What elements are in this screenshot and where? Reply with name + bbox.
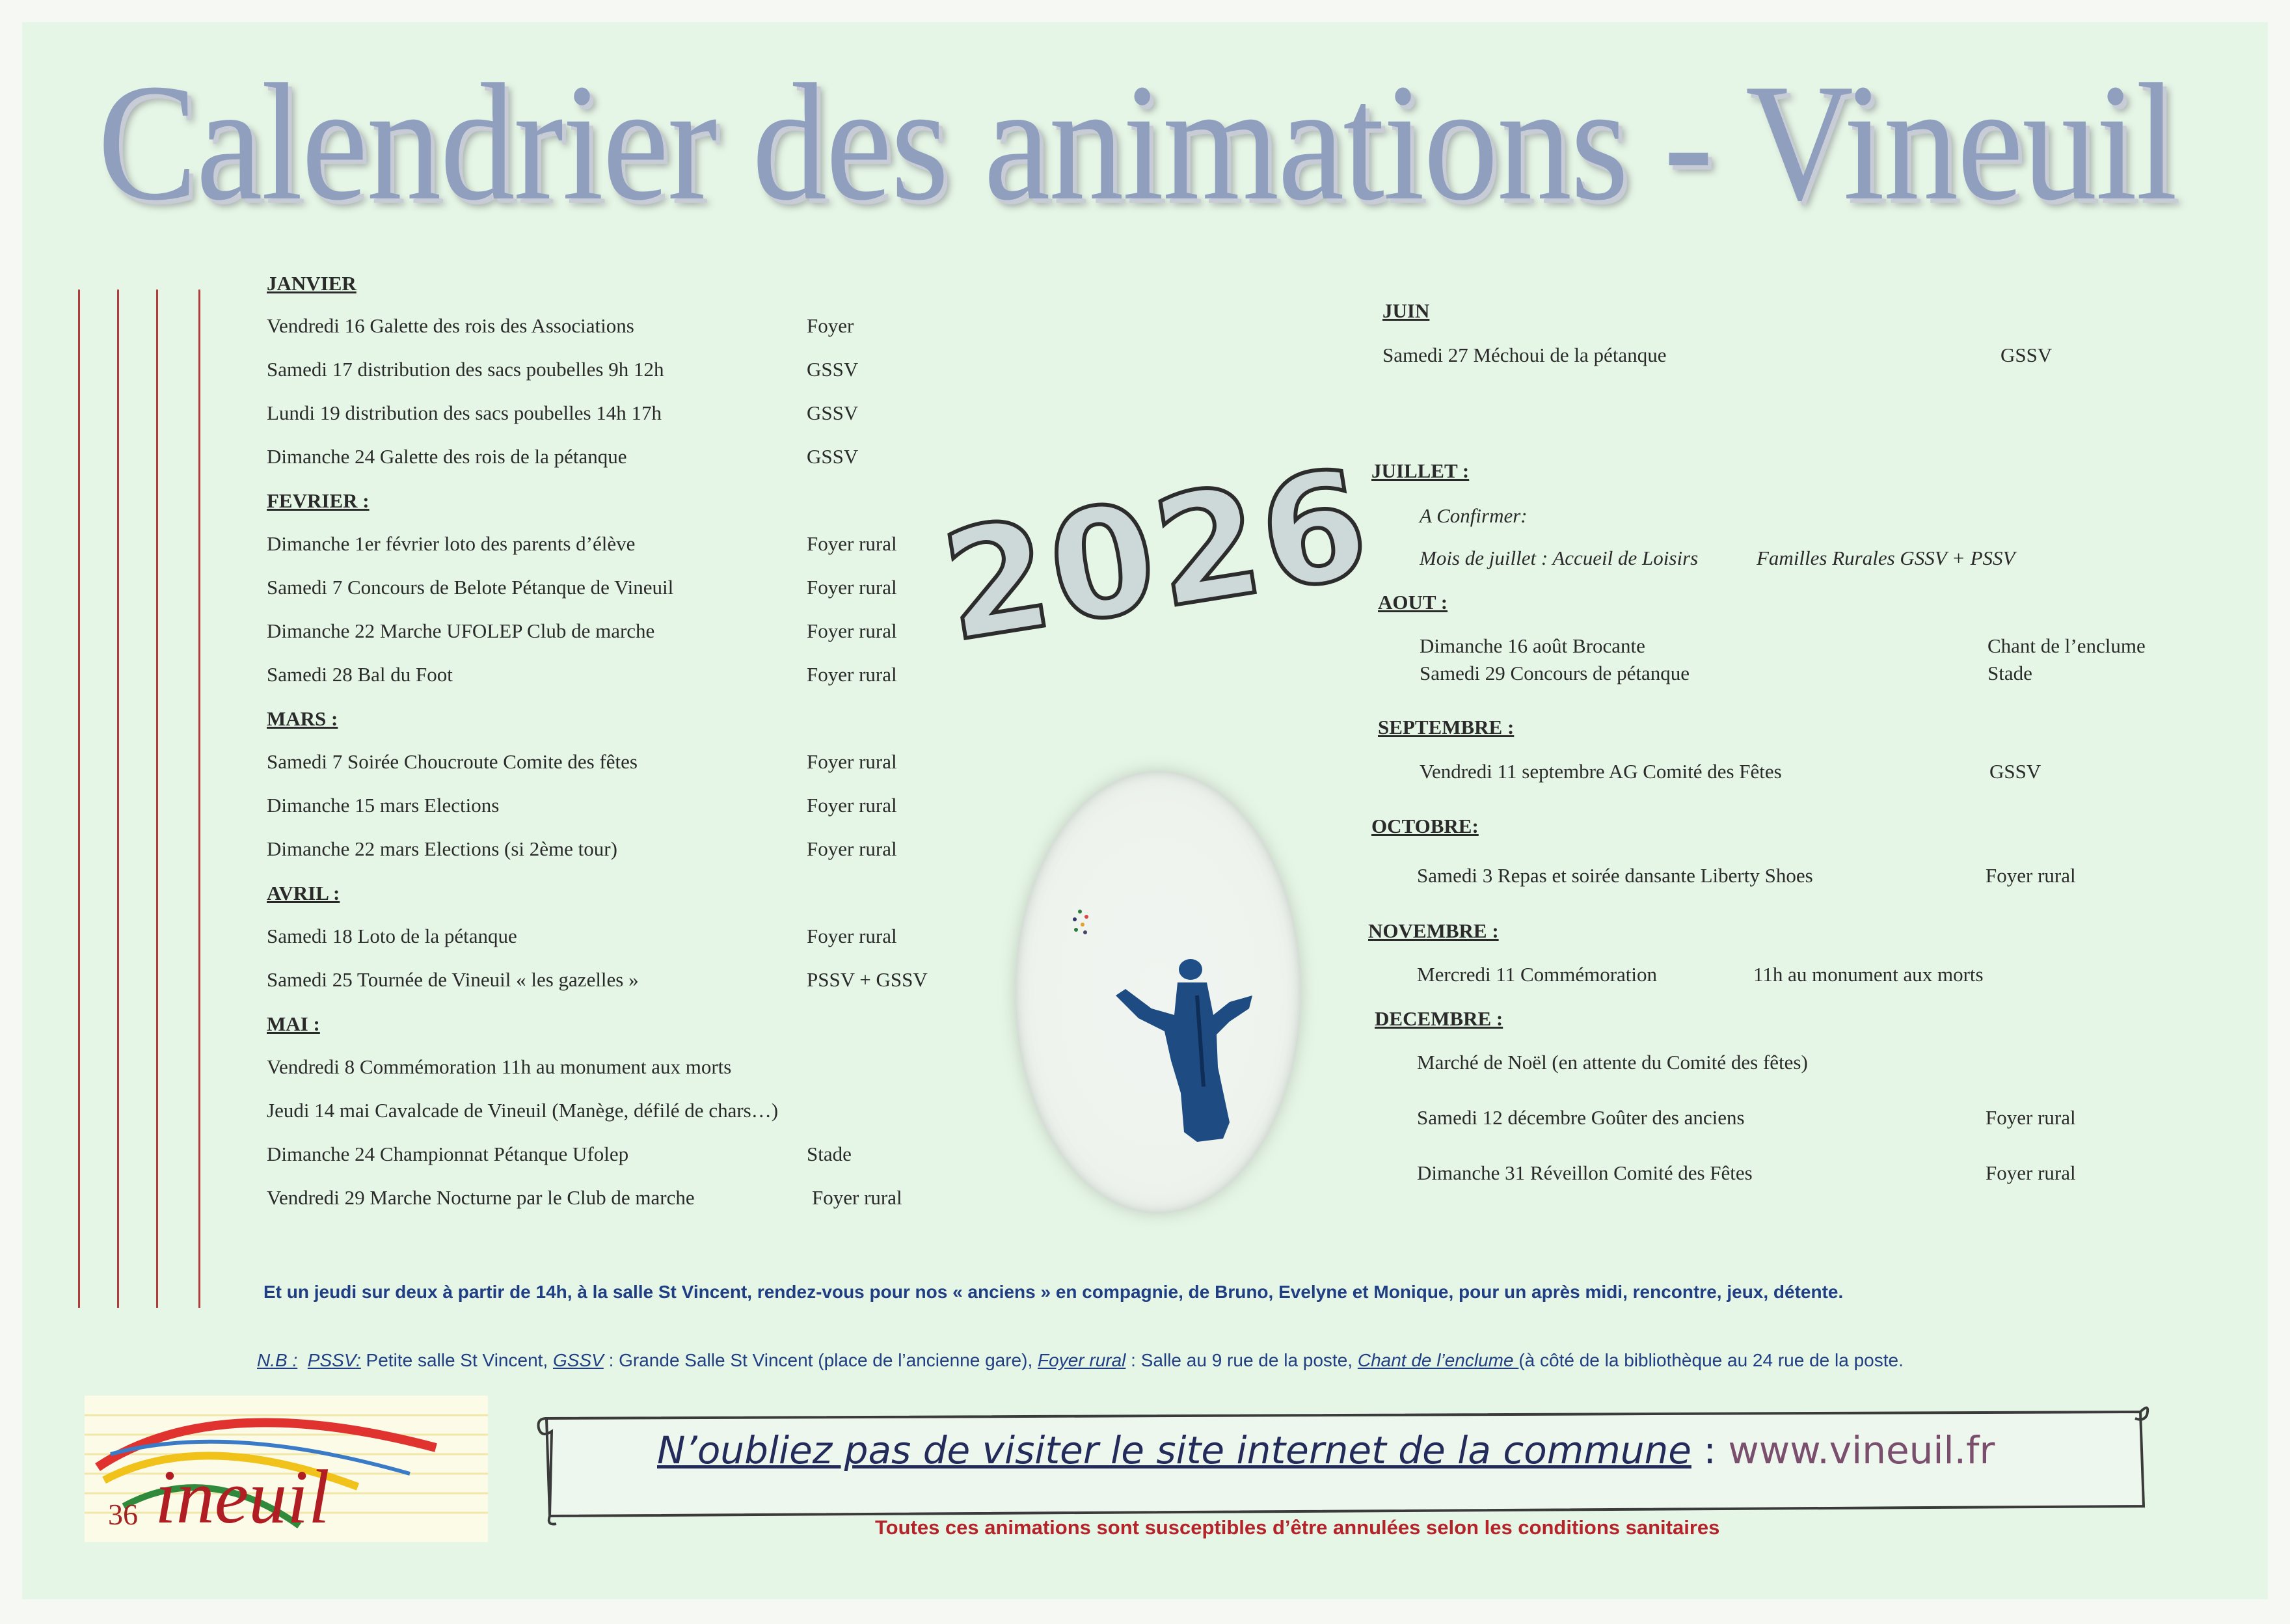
month-heading-mai: MAI : xyxy=(267,1012,320,1035)
month-heading-novembre: NOVEMBRE : xyxy=(1368,919,1499,942)
nb-chant-key: Chant de l’enclume xyxy=(1357,1350,1519,1370)
page-title: Calendrier des animations - Vineuil xyxy=(98,49,2177,236)
event-text: Samedi 3 Repas et soirée dansante Liberty Shoes xyxy=(1417,864,1813,887)
event-place: Foyer rural xyxy=(807,576,897,599)
month-heading-fevrier: FEVRIER : xyxy=(267,489,370,512)
event-text: Dimanche 22 Marche UFOLEP Club de marche xyxy=(267,619,655,642)
event-place: Foyer rural xyxy=(807,619,897,642)
event-place: Foyer rural xyxy=(1986,1161,2076,1184)
event-text: Dimanche 1er février loto des parents d’élève xyxy=(267,532,636,555)
margin-lines xyxy=(78,290,208,1308)
website-sep: : xyxy=(1691,1428,1729,1472)
event-text: Samedi 7 Concours de Belote Pétanque de Vineuil xyxy=(267,576,674,599)
website-line xyxy=(657,1428,1995,1472)
event-text: Vendredi 8 Commémoration 11h au monument aux morts xyxy=(267,1055,732,1078)
logo-number: 36 xyxy=(108,1498,138,1531)
sanitary-warning: Toutes ces animations sont susceptibles d’être annulées selon les conditions sanitaires xyxy=(875,1516,1720,1539)
event-place: Foyer xyxy=(807,314,854,337)
nb-gssv-value: : Grande Salle St Vincent (place de l’ancienne gare), xyxy=(603,1350,1038,1370)
event-text: Dimanche 15 mars Elections xyxy=(267,794,500,817)
event-text: Samedi 27 Méchoui de la pétanque xyxy=(1382,344,1667,366)
nb-label: N.B : xyxy=(257,1350,298,1370)
event-text: Mercredi 11 Commémoration xyxy=(1417,963,1658,986)
nb-legend xyxy=(257,1350,1904,1371)
event-place: Foyer rural xyxy=(807,750,897,773)
event-place: PSSV + GSSV xyxy=(807,968,928,991)
event-place: Stade xyxy=(807,1143,852,1165)
event-text: Samedi 7 Soirée Choucroute Comite des fêtes xyxy=(267,750,638,773)
event-text: Dimanche 22 mars Elections (si 2ème tour) xyxy=(267,837,617,860)
event-place: Foyer rural xyxy=(807,925,897,947)
year-2026: 2026 xyxy=(932,437,1381,675)
event-text: Marché de Noël (en attente du Comité des fêtes) xyxy=(1417,1051,1808,1074)
event-text: Mois de juillet : Accueil de Loisirs xyxy=(1420,547,1699,569)
event-place: Foyer rural xyxy=(1986,864,2076,887)
seniors-note: Et un jeudi sur deux à partir de 14h, à la salle St Vincent, rendez-vous pour nos « anciens » en compagnie, de Bruno, Evelyne et Monique, pour un après midi, rencontre, jeux, détente. xyxy=(263,1282,1844,1302)
website-lead: N’oubliez pas de visiter le site internet de la commune xyxy=(657,1428,1691,1472)
event-place: GSSV xyxy=(807,445,859,468)
month-heading-juin: JUIN xyxy=(1382,299,1430,322)
confetti-dots-icon xyxy=(1067,908,1093,940)
nb-pssv-value: Petite salle St Vincent, xyxy=(360,1350,553,1370)
event-place: Foyer rural xyxy=(807,794,897,817)
event-text: Vendredi 16 Galette des rois des Associations xyxy=(267,314,634,337)
event-text: Samedi 17 distribution des sacs poubelles 9h 12h xyxy=(267,358,664,381)
website-url-link[interactable]: www.vineuil.fr xyxy=(1728,1428,1995,1472)
event-place: Chant de l’enclume xyxy=(1987,634,2146,657)
event-text: Vendredi 29 Marche Nocturne par le Club de marche xyxy=(267,1186,695,1209)
event-text: Samedi 12 décembre Goûter des anciens xyxy=(1417,1106,1745,1129)
month-heading-septembre: SEPTEMBRE : xyxy=(1378,716,1515,738)
event-text: Lundi 19 distribution des sacs poubelles 14h 17h xyxy=(267,401,662,424)
event-place: Foyer rural xyxy=(807,837,897,860)
nb-pssv-key: PSSV: xyxy=(307,1350,361,1370)
event-text: Jeudi 14 mai Cavalcade de Vineuil (Manège, défilé de chars…) xyxy=(267,1099,779,1122)
event-text: Dimanche 31 Réveillon Comité des Fêtes xyxy=(1417,1161,1753,1184)
event-text: Dimanche 16 août Brocante xyxy=(1420,634,1645,657)
month-heading-octobre: OCTOBRE: xyxy=(1371,815,1479,837)
event-place: Familles Rurales GSSV + PSSV xyxy=(1757,547,2015,569)
event-text: Samedi 25 Tournée de Vineuil « les gazelles » xyxy=(267,968,639,991)
month-heading-juillet: JUILLET : xyxy=(1371,459,1470,482)
event-place: GSSV xyxy=(807,358,859,381)
month-heading-janvier: JANVIER xyxy=(267,272,357,295)
event-place: GSSV xyxy=(2000,344,2053,366)
event-place: Foyer rural xyxy=(807,663,897,686)
event-place: Foyer rural xyxy=(807,532,897,555)
confirm-note: A Confirmer: xyxy=(1420,504,1528,527)
event-place: GSSV xyxy=(807,401,859,424)
event-place: 11h au monument aux morts xyxy=(1753,963,1984,986)
logo-text: ineuil xyxy=(155,1454,330,1539)
month-heading-avril: AVRIL : xyxy=(267,882,340,904)
dancer-figure-icon xyxy=(1099,956,1269,1152)
vineuil-logo xyxy=(85,1396,488,1542)
event-text: Samedi 28 Bal du Foot xyxy=(267,663,453,686)
event-text: Vendredi 11 septembre AG Comité des Fêtes xyxy=(1420,760,1782,783)
nb-gssv-key: GSSV xyxy=(552,1350,604,1370)
month-heading-mars: MARS : xyxy=(267,707,338,730)
event-text: Samedi 29 Concours de pétanque xyxy=(1420,662,1690,684)
event-text: Samedi 18 Loto de la pétanque xyxy=(267,925,517,947)
event-place: GSSV xyxy=(1989,760,2041,783)
event-text: Dimanche 24 Galette des rois de la pétanque xyxy=(267,445,627,468)
nb-foyer-key: Foyer rural xyxy=(1038,1350,1126,1370)
nb-chant-value: (à côté de la bibliothèque au 24 rue de la poste. xyxy=(1518,1350,1904,1370)
month-heading-aout: AOUT : xyxy=(1378,591,1448,614)
event-place: Stade xyxy=(1987,662,2032,684)
event-text: Dimanche 24 Championnat Pétanque Ufolep xyxy=(267,1143,629,1165)
nb-foyer-value: : Salle au 9 rue de la poste, xyxy=(1125,1350,1358,1370)
event-place: Foyer rural xyxy=(812,1186,902,1209)
event-place: Foyer rural xyxy=(1986,1106,2076,1129)
month-heading-decembre: DECEMBRE : xyxy=(1375,1007,1503,1030)
